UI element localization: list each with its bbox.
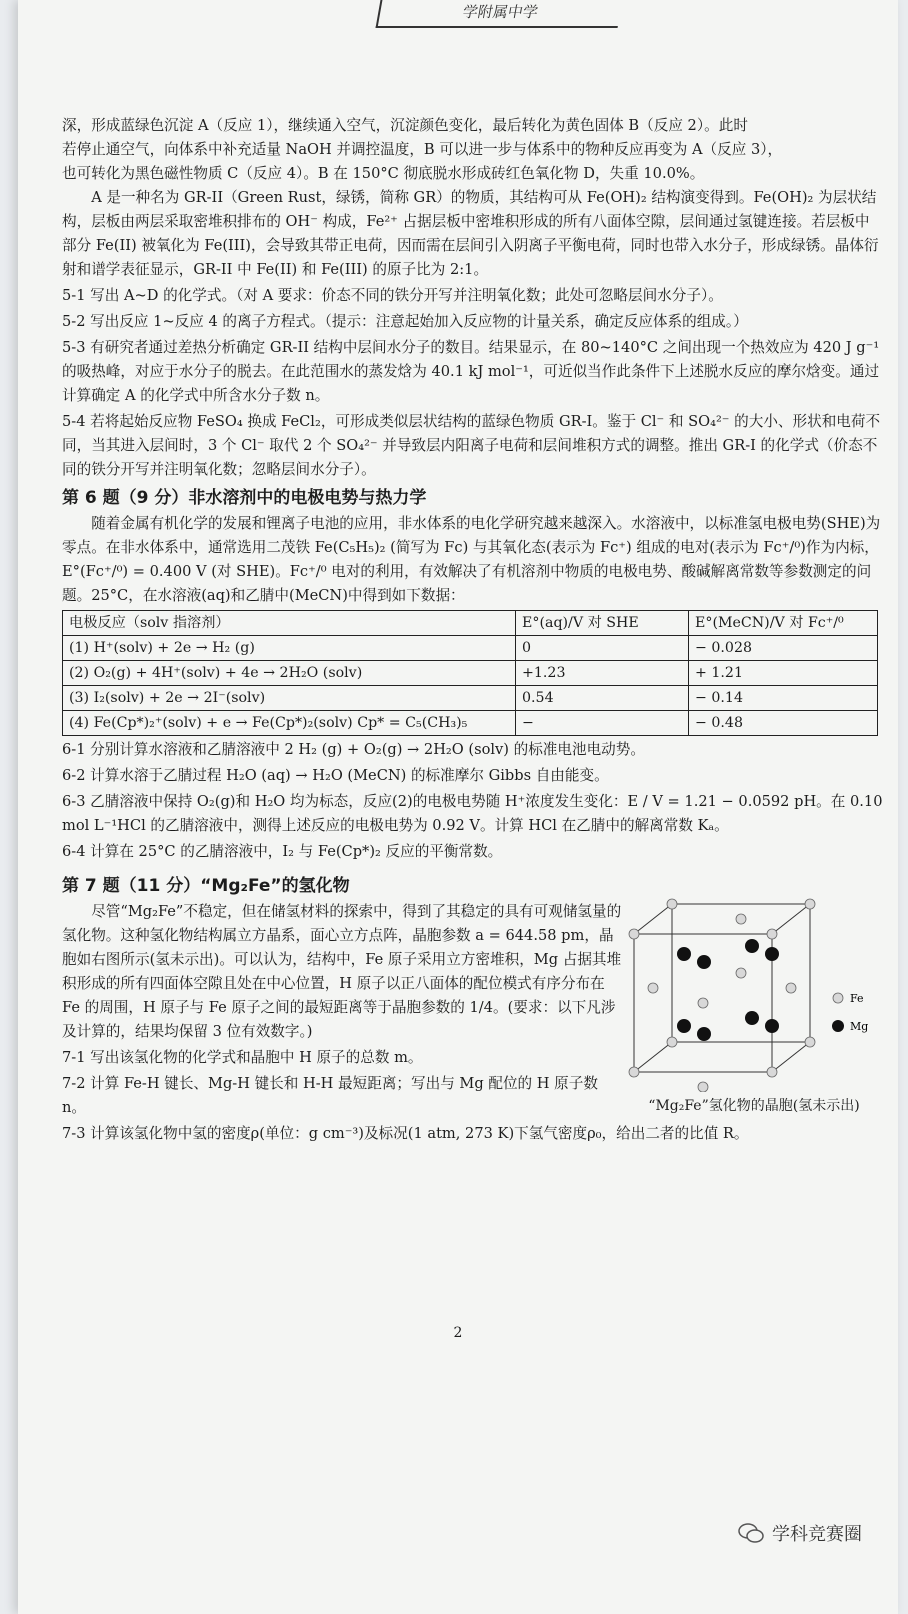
question-7-block [62,874,884,1146]
fe-legend-label: Fe [850,992,864,1005]
question-6-1: 6-1 分别计算水溶液和乙腈溶液中 2 H₂ (g) + O₂(g) → 2H₂O (solv) 的标准电池电动势。 [62,741,645,758]
q5-paragraph-line: 若停止通空气，向体系中补充适量 NaOH 并调控温度，B 可以进一步与体系中的物种反应再变为 A（反应 3）， [62,141,783,158]
exam-page [18,0,898,1614]
question-6-4: 6-4 计算在 25°C 的乙腈溶液中，I₂ 与 Fe(Cp*)₂ 反应的平衡常数。 [62,843,503,860]
question-6-2: 6-2 计算水溶于乙腈过程 H₂O (aq) → H₂O (MeCN) 的标准摩尔 Gibbs 自由能变。 [62,767,609,784]
question-5-3: 5-3 有研究者通过差热分析确定 GR-II 结构中层间水分子的数目。结果显示，在 80~140°C 之间出现一个热效应为 420 J g⁻¹ 的吸热峰，对应于水分子的脱去。在此范围水的蒸发焓为 40.1 kJ mol⁻¹，可近似当作此条件下上述脱水反应的摩尔焓变。通过计算确定 A 的化学式中所含水分子数 n。 [62,339,880,404]
table-row [63,711,878,736]
table-cell: 0 [516,636,689,661]
wechat-icon [738,1522,764,1544]
question-7-intro: 尽管“Mg₂Fe”不稳定，但在储氢材料的探索中，得到了其稳定的具有可观储氢量的氢化物。这种氢化物结构属立方晶系，面心立方点阵，晶胞参数 a = 644.58 pm，晶胞如右图所示(氢未示出)。可以认为，结构中，Fe 原子采用立方密堆积，Mg 占据其堆积形成的所有四面体空隙且处在中心位置，H 原子以正八面体的配位模式有序分布在 Fe 的周围，H 原子与 Fe 原子之间的最短距离等于晶胞参数的 1/4。(要求：以下凡涉及计算的，结果均保留 3 位有效数字。) [62,903,622,1040]
figure-caption: “Mg₂Fe”氢化物的晶胞(氢未示出) [648,1098,860,1114]
table-cell: +1.23 [516,661,689,686]
table-cell: + 1.21 [689,661,878,686]
question-6-intro: 随着金属有机化学的发展和锂离子电池的应用，非水体系的电化学研究越来越深入。水溶液中，以标准氢电极电势(SHE)为零点。在非水体系中，通常选用二茂铁 Fe(C₅H₅)₂ (简写为 Fc) 与其氧化态(表示为 Fc⁺) 组成的电对(表示为 Fc⁺/⁰)作为内标，E°(Fc⁺/⁰) = 0.400 V (对 SHE)。Fc⁺/⁰ 电对的利用，有效解决了有机溶剂中物质的电极电势、酸碱解离常数等参数测定的问题。25°C，在水溶液(aq)和乙腈中(MeCN)中得到如下数据： [62,515,881,604]
q5-paragraph-line: 也可转化为黑色磁性物质 C（反应 4）。B 在 150°C 彻底脱水形成砖红色氧化物 D，失重 10.0%。 [62,165,705,182]
school-header-stamp: 学附属中学 [376,0,623,28]
mg-legend-label: Mg [850,1020,869,1033]
question-6-title: 第 6 题（9 分）非水溶剂中的电极电势与热力学 [62,488,427,508]
table-cell: (2) O₂(g) + 4H⁺(solv) + 4e → 2H₂O (solv) [63,661,516,686]
unit-cell-figure [624,896,884,1124]
mg-legend-marker [832,1020,844,1032]
question-5-4: 5-4 若将起始反应物 FeSO₄ 换成 FeCl₂，可形成类似层状结构的蓝绿色物质 GR-I。鉴于 Cl⁻ 和 SO₄²⁻ 的大小、形状和电荷不同，当其进入层间时，3 个 Cl⁻ 取代 2 个 SO₄²⁻ 并导致层内阳离子电荷和层间堆积方式的调整。推出 GR-I 的化学式（价态不同的铁分开写并注明氧化数；忽略层间水分子）。 [62,413,881,478]
table-cell: − 0.48 [689,711,878,736]
table-cell: (1) H⁺(solv) + 2e → H₂ (g) [63,636,516,661]
table-cell: − 0.028 [689,636,878,661]
question-7-text [62,900,622,1044]
table-header-cell: E°(MeCN)/V 对 Fc⁺/⁰ [689,611,878,636]
table-header-row [63,611,878,636]
fe-legend-marker [833,993,843,1003]
watermark-text: 学科竞赛圈 [772,1524,862,1545]
watermark [738,1520,862,1546]
table-header-cell: E°(aq)/V 对 SHE [516,611,689,636]
question-5-1: 5-1 写出 A~D 的化学式。（对 A 要求：价态不同的铁分开写并注明氧化数；此处可忽略层间水分子）。 [62,287,723,304]
question-5-2: 5-2 写出反应 1~反应 4 的离子方程式。（提示：注意起始加入反应物的计量关系，确定反应体系的组成。） [62,313,748,330]
question-7-1: 7-1 写出该氢化物的化学式和晶胞中 H 原子的总数 m。 [62,1049,423,1066]
question-7-title: 第 7 题（11 分）“Mg₂Fe”的氢化物 [62,876,350,896]
q5-paragraph-line: 深，形成蓝绿色沉淀 A（反应 1），继续通入空气，沉淀颜色变化，最后转化为黄色固体 B（反应 2）。此时 [62,117,748,134]
electrode-potential-table [62,610,878,736]
table-row [63,636,878,661]
table-cell: (4) Fe(Cp*)₂⁺(solv) + e → Fe(Cp*)₂(solv) Cp* = C₅(CH₃)₅ [63,711,516,736]
table-row [63,686,878,711]
table-header-cell: 电极反应（solv 指溶剂） [63,611,516,636]
question-6-3: 6-3 乙腈溶液中保持 O₂(g)和 H₂O 均为标态，反应(2)的电极电势随 H⁺浓度发生变化：E / V = 1.21 − 0.0592 pH。在 0.10 mol L⁻¹HCl 的乙腈溶液中，测得上述反应的电极电势为 0.92 V。计算 HCl 在乙腈中的解离常数 Kₐ。 [62,793,883,834]
question-7-3: 7-3 计算该氢化物中氢的密度ρ(单位：g cm⁻³)及标况(1 atm, 273 K)下氢气密度ρ₀，给出二者的比值 R。 [62,1125,749,1142]
page-number: 2 [453,1325,463,1341]
table-cell: − 0.14 [689,686,878,711]
table-row [63,661,878,686]
table-cell: (3) I₂(solv) + 2e → 2I⁻(solv) [63,686,516,711]
question-7-2: 7-2 计算 Fe-H 键长、Mg-H 键长和 H-H 最短距离；写出与 Mg 配位的 H 原子数 n。 [62,1075,598,1116]
table-cell: 0.54 [516,686,689,711]
unit-cell-diagram [624,896,884,1092]
q5-gr-description: A 是一种名为 GR-II（Green Rust，绿锈，简称 GR）的物质，其结构可从 Fe(OH)₂ 结构演变得到。Fe(OH)₂ 为层状结构，层板由两层采取密堆积排布的 OH⁻ 构成，Fe²⁺ 占据层板中密堆积形成的所有八面体空隙，层间通过氢键连接。若层板中部分 Fe(II) 被氧化为 Fe(III)，会导致其带正电荷，因而需在层间引入阴离子平衡电荷，同时也带入水分子，形成绿锈。晶体衍射和谱学表征显示，GR-II 中 Fe(II) 和 Fe(III) 的原子比为 2:1。 [62,189,879,278]
page-content [62,114,884,1146]
table-cell: − [516,711,689,736]
